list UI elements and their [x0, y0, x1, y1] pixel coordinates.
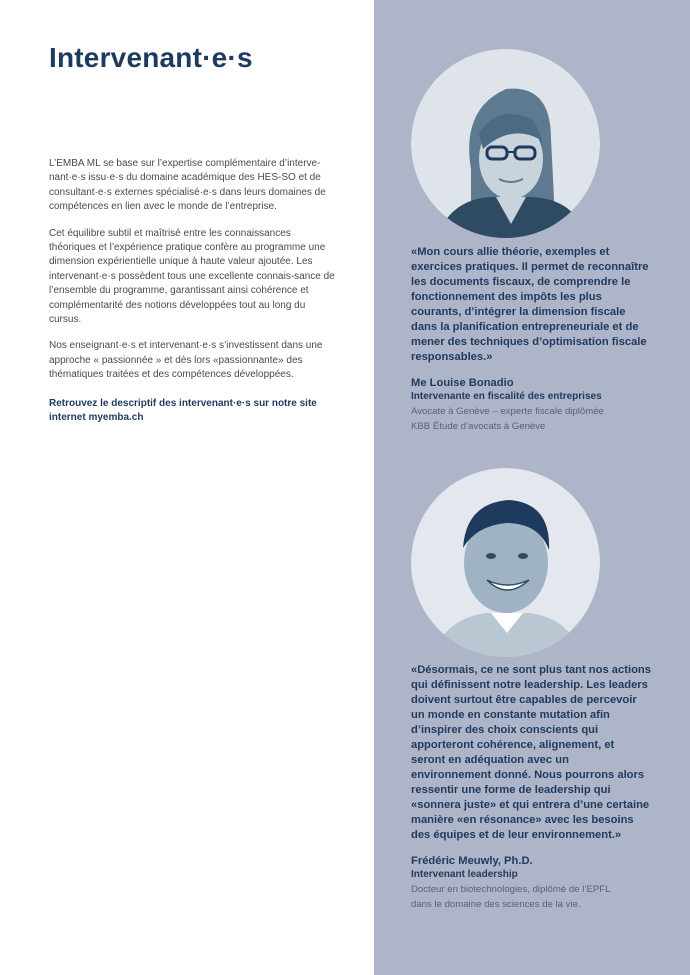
description-line: KBB Étude d’avocats à Genève: [411, 421, 546, 432]
portrait-louise-bonadio: [411, 49, 600, 238]
description-line: Avocate à Genève – experte fiscale diplômée: [411, 406, 604, 417]
person-portrait-icon: [411, 49, 600, 238]
testimonial-2: [411, 663, 651, 912]
person-portrait-icon: [411, 468, 600, 657]
intro-paragraph-2: Cet équilibre subtil et maîtrisé entre les connaissances théoriques et l’expérience pratique confère au programme une dimension expérientielle unique à haute valeur ajoutée. Les intervenant·e·s possèdent tous une excellente connais-sance de l’ensemble du programme, garantissant ainsi cohérence et complémentarité des notions développées tout au long du cursus.: [49, 227, 335, 326]
description-line: Docteur en biotechnologies, diplômé de l’EPFL: [411, 884, 611, 895]
testimonial-name: Frédéric Meuwly, Ph.D.: [411, 855, 533, 867]
intro-paragraph-3: Nos enseignant·e·s et intervenant·e·s s’investissent dans une approche « passionnée » et dès lors «passionnante» des thématiques traitées et des compétences développées.: [49, 340, 323, 381]
intro-text: [49, 157, 339, 438]
testimonial-name: Me Louise Bonadio: [411, 377, 514, 389]
page-title: Intervenant·e·s: [49, 42, 253, 73]
description-line: dans le domaine des sciences de la vie.: [411, 899, 581, 910]
testimonial-1: [411, 245, 651, 434]
testimonial-quote: «Désormais, ce ne sont plus tant nos actions qui définissent notre leadership. Les leaders doivent surtout être capables de percevoir un monde en constante mutation afin d’inspirer des choix conscients qui apporteront cohérence, alignement, et seront en adéquation avec un environnement donné. Nous pourrons alors ressentir une forme de leadership qui «sonnera juste» et qui entrera d’une certaine manière «en résonance» avec les besoins des équipes et de leur environnement.»: [411, 664, 651, 841]
testimonial-role: Intervenante en fiscalité des entreprises: [411, 391, 602, 402]
testimonial-role: Intervenant leadership: [411, 869, 518, 880]
portrait-frederic-meuwly: [411, 468, 600, 657]
intro-paragraph-1: L’EMBA ML se base sur l’expertise complémentaire d’interve-nant·e·s issu·e·s du domaine académique des HES-SO et de consultant·e·s externes spécialisé·e·s dans leurs domaines de compétences en lien avec le monde de l’entreprise.: [49, 158, 326, 213]
testimonial-description: [411, 882, 651, 912]
testimonial-quote: «Mon cours allie théorie, exemples et exercices pratiques. Il permet de reconnaître les documents fiscaux, de comprendre le fonctionnement des impôts les plus courants, d’intégrer la dimension fiscale dans la planification entrepreneuriale et de mener des techniques d’optimisation fiscale responsables.»: [411, 246, 649, 363]
website-link[interactable]: Retrouvez le descriptif des intervenant·e·s sur notre site internet myemba.ch: [49, 397, 317, 424]
testimonial-description: [411, 404, 651, 434]
